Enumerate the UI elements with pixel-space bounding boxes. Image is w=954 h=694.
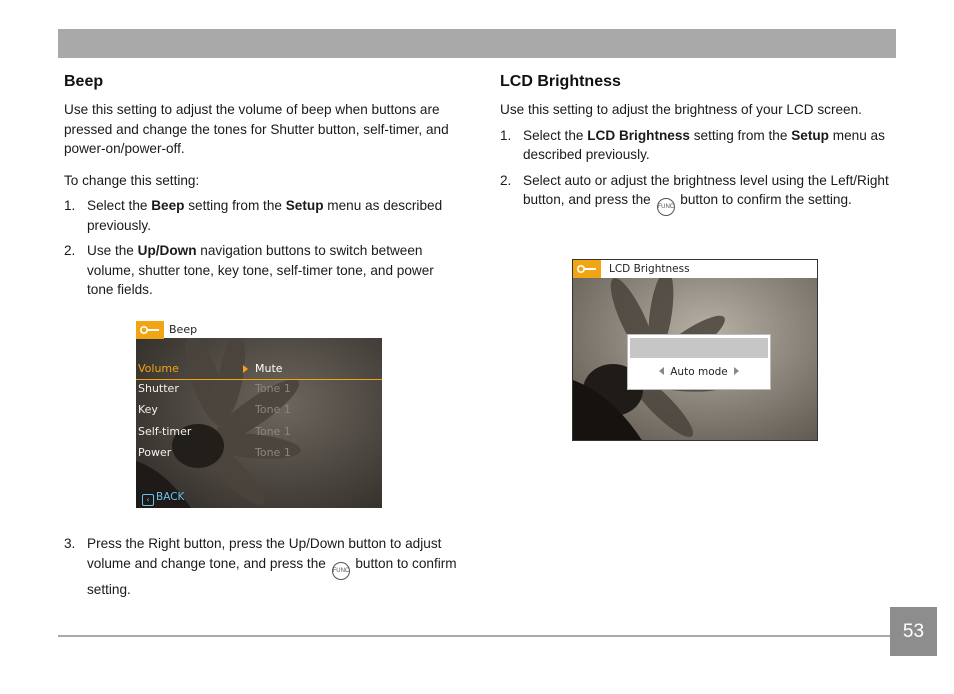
brightness-dialog	[627, 334, 771, 390]
beep-step-1: 1. Select the Beep setting from the Setup menu as described previously.	[64, 198, 443, 233]
beep-step-3-block	[64, 534, 459, 605]
to-change-label: To change this setting:	[64, 172, 200, 188]
lcd-brightness-section	[500, 72, 892, 222]
lcd-brightness-intro: Use this setting to adjust the brightness of your LCD screen.	[500, 102, 862, 117]
lcd-screen-title: LCD Brightness	[609, 263, 690, 275]
beep-step-3: 3. Press the Right button, press the Up/Down button to adjust volume and change tone, and press the FUNC button to confirm setting.	[64, 536, 457, 597]
menu-row-shutter[interactable]: Shutter Tone 1	[138, 382, 291, 395]
menu-row-power[interactable]: Power Tone 1	[138, 446, 291, 459]
lcd-screen-title-bar	[573, 260, 817, 278]
beep-section	[64, 72, 459, 306]
brightness-option-selector[interactable]: Auto mode	[628, 364, 770, 380]
menu-row-key[interactable]: Key Tone 1	[138, 403, 291, 416]
back-button[interactable]: ‹ BACK	[142, 490, 184, 506]
lcd-steps	[500, 126, 892, 217]
wrench-icon	[140, 325, 160, 335]
func-ok-button-icon: FUNC	[332, 562, 350, 580]
beep-intro: Use this setting to adjust the volume of beep when buttons are pressed and change the tones for Shutter button, self-timer, and power-on/power-off.	[64, 102, 449, 156]
lcd-brightness-screenshot	[572, 259, 818, 441]
beep-menu-screenshot	[136, 321, 382, 508]
setup-tab	[136, 321, 164, 339]
page-number: 53	[890, 607, 937, 656]
func-ok-button-icon: FUNC	[657, 198, 675, 216]
setup-tab	[573, 260, 601, 278]
beep-step-2: 2. Use the Up/Down navigation buttons to switch between volume, shutter tone, key tone, self-timer tone, and power tone fields.	[64, 243, 434, 297]
lcd-step-1: 1. Select the LCD Brightness setting from the Setup menu as described previously.	[500, 127, 885, 162]
brightness-level-bar[interactable]	[630, 338, 768, 358]
left-arrow-icon[interactable]	[659, 367, 664, 375]
header-bar	[58, 29, 896, 58]
menu-row-self-timer[interactable]: Self-timer Tone 1	[138, 425, 291, 438]
wrench-icon	[577, 264, 597, 274]
back-arrow-icon: ‹	[142, 494, 154, 506]
footer-rule	[58, 635, 890, 637]
beep-screen-title: Beep	[169, 323, 198, 336]
selection-arrow-icon	[243, 365, 248, 373]
beep-heading: Beep	[64, 73, 104, 90]
menu-row-volume[interactable]: Volume Mute	[136, 358, 382, 380]
right-arrow-icon[interactable]	[734, 367, 739, 375]
lcd-step-2: 2. Select auto or adjust the brightness level using the Left/Right button, and press the FUNC button to confirm the setting.	[500, 171, 892, 217]
beep-steps	[64, 196, 459, 300]
lcd-brightness-heading: LCD Brightness	[500, 73, 621, 90]
